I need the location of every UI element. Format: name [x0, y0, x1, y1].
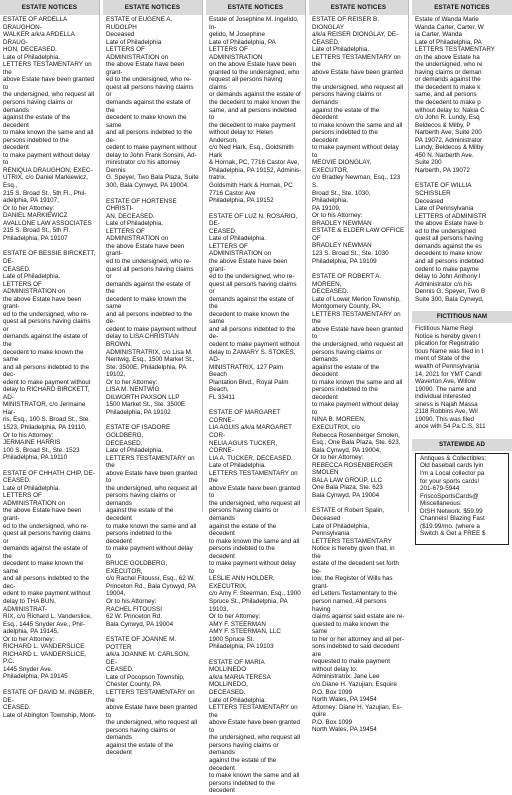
fictitious-name-notice: Fictitious Name Regi Notice is hereby given t plication for Registratio tious Name was filed in t ment of State of the wealth of Pennsylvania 14, 2021 for YMT Candl Waverton Ave, Willow 19090. The name and individual interested siness is Najah Massa 2118 Robbins Ave, Wil 19090. This was filed ance with 54 Pa.C.S. 311	[415, 325, 486, 431]
estate-notice: ESTATE OF ROBERT A. MOREEN, DECEASED. Late of Lower Merion Township, Montgomery County, PA. LETTERS TESTAMENTARY on the above Estate have been granted to the undersigned, who request all persons having claims or demands against the estate of the decedent to make known the same and all persons indebted to the decedent to make payment without delay to NINA B. MOREEN, EXECUTRIX, c/o Rebecca Rosenberger Smolen, Esq., One Bala Plaza, Ste. 623, Bala Cynwyd, PA 19004, Or to her Attorney: REBECCA ROSENBERGER SMOLEN BALA LAW GROUP, LLC One Bala Plaza, Ste. 623 Bala Cynwyd, PA 19004	[312, 273, 404, 499]
estate-notice: ESTATE OF CHHATH CHIP, DE- CEASED. Late of Philadelphia. LETTERS OF ADMINISTRATION on the above Estate have been grant- ed to the undersigned, who re- quest all persons having claims or demands against the estate of the decedent to make known the same and all persons indebted to the dec- edent to make payment without delay to THA BUN, ADMINISTRAT- RIX, c/o Richard L. Vanderslice, Esq., 1445 Snyder Ave., Phil- adelphia, PA 19145, Or to her Attorney: RICHARD L. VANDERSLICE RICHARD L. VANDERSLICE, P.C. 1445 Snyder Ave. Philadelphia, PA 19145	[3, 469, 95, 681]
classified-ad: Antiques & Collectibles: Old baseball cards lyin I'm a Local collector pa for your sports cards! 201-679-5944 FriscoSportsCards@ Miscellaneous: DISH Network. $59.99 Channels! Blazing Fast ($19.99/mo. (where a Switch & Get a FREE $	[420, 454, 487, 538]
column-header: ESTATE NOTICES	[103, 0, 202, 15]
notice-column-5	[412, 0, 512, 538]
estate-notice: ESTATE OF WILLIA SCHISSLER Deceased Late of Pennsylvania LETTERS of ADMINISTR the above Estate have b ed to the undersigned quest all persons having demands against the es decedent to make know and all persons indebted cedent to make payme delay to John Anthony I Administrator c/o his Dennis G. Speyer, Two B Suite 300, Bala Cynwyd,	[415, 182, 487, 303]
estate-notice: ESTATE OF ISADORE GOLDBERG, DECEASED. Late of Philadelphia. LETTERS TESTAMENTARY on the above Estate have been granted to the undersigned, who request all persons having claims or demands against the estate of the decedent to make known the same and all persons indebted to the decedent to make payment without delay to BRUCE GOLDBERG, EXECUTOR, c/o Rachel Fitoussi, Esq., 62 W. Princeton Rd., Bala Cynwyd, PA 19004, Or to his Attorney: RACHEL FITOUSSI 62 W. Princeton Rd. Bala Cynwyd, PA 19004	[106, 424, 198, 628]
notice-column-1	[0, 0, 100, 719]
estate-notice: ESTATE OF MARGARET CORNE- LIA AGUIS a/k/a MARGARET COR- NELIA AGUIS TUCKER, CORNE- LIA A. TUCKER, DECEASED. Late of Philadelphia. LETTERS TESTAMENTARY on the above Estate have been granted to the undersigned, who request all persons having claims or demands against the estate of the decedent to make known the same and all persons indebted to the decedent to make payment without delay to LESLIE ANN HOLDER, EXECUTRIX, c/o Amy F. Steerman, Esq., 1900 Spruce St., Philadelphia, PA 19103, Or to her Attorney: AMY F. STEERMAN AMY F. STEERMAN, LLC 1900 Spruce St. Philadelphia, PA 19103	[209, 409, 301, 651]
estate-notice: ESTATE OF ARDELLA DRAUGHON- WALKER a/k/a ARDELLA DRAUG- HON, DECEASED. Late of Philadelphia. LETTERS TESTAMENTARY on the above Estate have been granted to the undersigned, who request all persons having claims or demands against the estate of the decedent to make known the same and all persons indebted to the decedent to make payment without delay to RENIQUA DRAUGHON, EXEC- UTRIX, c/o Daniel Markiewicz, Esq., 215 S. Broad St., 5th Fl., Phil- adelphia, PA 19107, Or to her Attorney: DANIEL MARKIEWICZ AVALLONE LAW ASSOCIATES 215 S. Broad St., 5th Fl. Philadelphia, PA 19107	[3, 16, 95, 242]
column-header: ESTATE NOTICES	[206, 0, 305, 15]
column-header: ESTATE NOTICES	[309, 0, 408, 15]
fictitious-name-header: FICTITIOUS NAM	[412, 311, 512, 323]
estate-notice: ESTATE OF BESSIE BIRCKETT, DE- CEASED. Late of Philadelphia. LETTERS OF ADMINISTRATION on the above Estate have been grant- ed to the undersigned, who re- quest all persons having claims or demands against the estate of the decedent to make known the same and all persons indebted to the dec- edent to make payment without delay to RICHARD BIRCKETT, AD- MINISTRATOR, c/o Jermaine Har- ris, Esq., 100 S. Broad St., Ste. 1523, Philadelphia, PA 19110, Or to his Attorney: JERMAINE HARRIS 100 S. Broad St., Ste. 1523 Philadelphia, PA 19110	[3, 250, 96, 462]
estate-notice: ESTATE OF JOANNE M. POTTER a/k/a JOANNE M. CARLSON, DE- CEASED. Late of Pocopson Township, Chester County, PA LETTERS TESTAMENTARY on the above Estate have been granted to the undersigned, who request all persons having claims or demands against the estate of the decedent	[106, 636, 198, 757]
estate-notice: ESTATE OF MARIA MOLLINEDO a/k/a MARIA TERESA MOLLINEDO, DECEASED. Late of Philadelphia. LETTERS TESTAMENTARY on the above Estate have been granted to the undersigned, who request all persons having claims or demands against the estate of the decedent to make known the same and all persons indebted to the decedent	[209, 658, 301, 795]
estate-notice: ESTATE OF DAVID M. INGBER, DE- CEASED. Late of Abington Township, Mont-	[3, 689, 96, 719]
statewide-ad-header: STATEWIDE AD	[412, 439, 512, 451]
estate-notice: ESTATE OF LUZ N. ROSARIO, DE- CEASED. Late of Philadelphia. LETTERS OF ADMINISTRATION on the above Estate have been grant- ed to the undersigned, who re- quest all persons having claims or demands against the estate of the decedent to make known the same and all persons indebted to the de- cedent to make payment without delay to ZAMARY S. STOKES, AD- MINISTRATRIX, 127 Palm Beach Plantation Blvd., Royal Palm Beach, FL 33411	[209, 212, 300, 401]
estate-notice: Estate of Josephine M. Ingelido, In- gelido, M Josephine Late of Philadelphia, PA LETTERS OF ADMINISTRATION on the above Estate have been granted to the undersigned, who request all persons having claims or demands against the estate of the decedent to make known the same, and all persons indebted to the decedent to make payment without delay to: Helen Anderson, c/o Ned Hark, Esq., Goldsmith Hark & Hornak, PC, 7716 Castor Ave, Philadelphia, PA 19152, Adminis- tratrix. Goldsmith Hark & Hornak, PC 7716 Castor Ave Philadelphia, PA 19152	[209, 16, 302, 205]
notice-column-4	[309, 0, 409, 734]
classified-ad-box	[415, 453, 509, 545]
estate-notice: ESTATE of EUGENE A. RUDOLPH Deceased Late of Philadelphia LETTERS OF ADMINISTRATION on the above Estate have been grant- ed to the undersigned, who re- quest all persons having claims or demands against the estate of the decedent to make known the same and all persons indebted to the de- cedent to make payment without delay to John Frank Sonsini, Ad- ministrator c/o his attorney Dennis G. Speyer, Two Bala Plaza, Suite 300, Bala Cynwyd, PA 19004.	[106, 16, 199, 190]
estate-notice: ESTATE of Robert Spalin, Deceased Late of Philadelphia, Pennsylvania LETTERS TESTAMENTARY Notice is hereby given that, in the estate of the decedent set forth be- low, the Register of Wills has grant- ed Letters Testamentary to the person named. All persons having claims against said estate are re- quested to make known the same to her or her attorney and all per- sons indebted to said decedent are requested to make payment without delay to: Administratrix: Jane Lee c/o Diane H. Yazujian, Esquire P.O. Box 1099 North Wales, PA 19454 Attorney: Diane H. Yazujian, Es- quire P.O. Box 1099 North Wales, PA 19454	[312, 507, 405, 734]
estate-notice: ESTATE OF HORTENSE CHRISTI- AN, DECEASED. Late of Philadelphia. LETTERS OF ADMINISTRATION on the above Estate have been grant- ed to the undersigned, who re- quest all persons having claims or demands against the estate of the decedent to make known the same and all persons indebted to the de- cedent to make payment without delay to LISA CHRISTIAN BROWN, ADMINISTRATRIX, c/o Lisa M. Nentwig, Esq., 1500 Market St., Ste. 3500E, Philadelphia, PA 19102, Or to her Attorney: LISA M. NENTWIG DILWORTH PAXSON LLP 1500 Market St., Ste. 3500E Philadelphia, PA 19102	[106, 197, 197, 416]
estate-notice: ESTATE OF REISER B. DIONGLAY a/k/a REISER DIONGLAY, DE- CEASED. Late of Philadelphia. LETTERS TESTAMENTARY on the above Estate have been granted to the undersigned, who request all persons having claims or demands against the estate of the decedent to make known the same and all persons indebted to the decedent to make payment without delay to MEOVIE DIONGLAY, EXECUTOR, c/o Bradley Newman, Esq., 123 S. Broad St., Ste. 1030, Philadelphia, PA 19109, Or to his Attorney: BRADLEY NEWMAN ESTATE & ELDER LAW OFFICE OF BRADLEY NEWMAN 123 S. Broad St., Ste. 1030 Philadelphia, PA 19109	[312, 16, 405, 265]
column-header: ESTATE NOTICES	[0, 0, 99, 15]
column-header: ESTATE NOTICES	[412, 0, 512, 15]
notice-column-3	[206, 0, 306, 795]
estate-notice: Estate of Wanda Marie Wanda Carter, Carter, W ia Carter, Wanda Late of Philadelphia, PA LETTERS TESTAMENTARY on the above Estate ha the undersigned, who re having claims or deman or demands against the the decedent to make k same, and all persons the decedent to make p without delay to: Nakia C c/o John R. Lundy, Esq Beldecos & Milby, P Narberth Ave, Suite 200 PA 19072, Administrator Lundy, Beldecos & Milby 450 N. Narberth Ave. Suite 200 Narberth, PA 19072	[415, 16, 496, 174]
notice-column-2	[103, 0, 203, 757]
